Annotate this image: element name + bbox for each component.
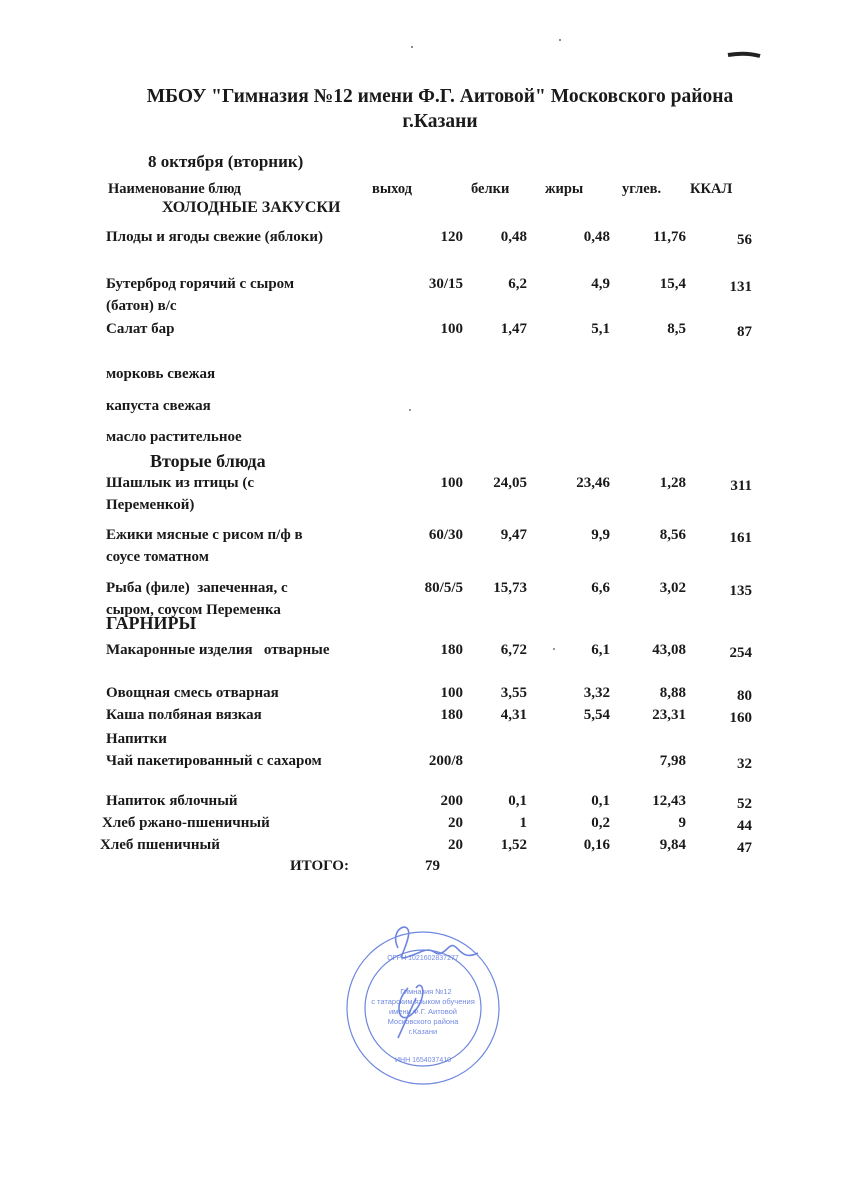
dish-name: Бутерброд горячий с сыром (батон) в/с <box>106 276 295 314</box>
protein-value: 0,48 <box>500 229 527 245</box>
column-header-name: Наименование блюд <box>108 181 241 197</box>
column-header-carbs: углев. <box>622 181 662 197</box>
column-header-kcal: ККАЛ <box>690 181 733 197</box>
protein-value: 4,31 <box>500 707 527 723</box>
dish-name: Напиток яблочный <box>106 793 238 809</box>
dish-name: Хлеб ржано-пшеничный <box>102 815 270 831</box>
yield-value: 200 <box>440 793 463 809</box>
carbs-value: 8,5 <box>667 321 686 337</box>
yield-value: 60/30 <box>428 527 463 543</box>
fat-value: 5,1 <box>591 321 610 337</box>
protein-value: 6,2 <box>508 276 527 292</box>
kcal-value: 44 <box>737 818 752 834</box>
carbs-value: 12,43 <box>652 793 686 809</box>
carbs-value: 8,56 <box>659 527 686 543</box>
yield-value: 30/15 <box>428 276 463 292</box>
kcal-value: 52 <box>737 796 752 812</box>
carbs-value: 3,02 <box>659 580 686 596</box>
kcal-value: 135 <box>729 583 752 599</box>
carbs-value: 43,08 <box>652 642 686 658</box>
carbs-value: 9 <box>678 815 686 831</box>
total-value: 79 <box>425 858 440 874</box>
dish-name: морковь свежая <box>106 366 216 382</box>
protein-value: 1,52 <box>500 837 527 853</box>
dish-name: Рыба (филе) запеченная, с сыром, соусом Переменка <box>106 580 288 618</box>
yield-value: 20 <box>448 837 463 853</box>
carbs-value: 23,31 <box>652 707 686 723</box>
yield-value: 180 <box>440 642 463 658</box>
fat-value: 9,9 <box>591 527 610 543</box>
dish-name: Чай пакетированный с сахаром <box>106 753 322 769</box>
yield-value: 80/5/5 <box>424 580 463 596</box>
fat-value: 4,9 <box>591 276 610 292</box>
dish-name: Салат бар <box>106 321 175 337</box>
dish-name: Каша полбяная вязкая <box>106 707 262 723</box>
fat-value: 0,1 <box>591 793 610 809</box>
official-stamp-with-signature <box>338 918 508 1088</box>
dish-name: масло растительное <box>106 429 242 445</box>
dish-name: капуста свежая <box>106 398 211 414</box>
dish-name: Макаронные изделия отварные <box>106 642 330 658</box>
carbs-value: 9,84 <box>659 837 686 853</box>
yield-value: 100 <box>440 321 463 337</box>
svg-text:Московского района: Московского района <box>387 1017 459 1026</box>
dish-name: Ежики мясные с рисом п/ф в соусе томатном <box>106 527 303 565</box>
fat-value: 5,54 <box>583 707 610 723</box>
section-heading: ХОЛОДНЫЕ ЗАКУСКИ <box>162 199 341 216</box>
protein-value: 9,47 <box>500 527 527 543</box>
kcal-value: 160 <box>729 710 752 726</box>
carbs-value: 15,4 <box>659 276 686 292</box>
protein-value: 0,1 <box>508 793 527 809</box>
dish-name: Овощная смесь отварная <box>106 685 279 701</box>
yield-value: 100 <box>440 475 463 491</box>
dish-name: Плоды и ягоды свежие (яблоки) <box>106 229 324 245</box>
dish-name: Хлеб пшеничный <box>100 837 220 853</box>
yield-value: 120 <box>440 229 463 245</box>
fat-value: 6,1 <box>591 642 610 658</box>
carbs-value: 8,88 <box>659 685 686 701</box>
protein-value: 3,55 <box>500 685 527 701</box>
dish-name: Шашлык из птицы (с Переменкой) <box>106 475 254 513</box>
carbs-value: 1,28 <box>659 475 686 491</box>
kcal-value: 32 <box>737 756 752 772</box>
svg-text:г.Казани: г.Казани <box>408 1027 438 1036</box>
kcal-value: 131 <box>729 279 752 295</box>
kcal-value: 47 <box>737 840 752 856</box>
kcal-value: 254 <box>729 645 752 661</box>
section-heading: Вторые блюда <box>150 451 266 471</box>
document-title-line1: МБОУ "Гимназия №12 имени Ф.Г. Аитовой" Московского района <box>146 86 734 107</box>
column-header-protein: белки <box>471 181 510 197</box>
svg-text:ИНН 1654037410: ИНН 1654037410 <box>394 1057 452 1064</box>
yield-value: 200/8 <box>428 753 463 769</box>
protein-value: 1,47 <box>500 321 527 337</box>
kcal-value: 87 <box>737 324 752 340</box>
kcal-value: 161 <box>729 530 752 546</box>
yield-value: 20 <box>448 815 463 831</box>
column-header-fat: жиры <box>545 181 584 197</box>
fat-value: 0,2 <box>591 815 610 831</box>
section-heading: ГАРНИРЫ <box>106 613 197 633</box>
yield-value: 180 <box>440 707 463 723</box>
kcal-value: 80 <box>737 688 752 704</box>
protein-value: 15,73 <box>493 580 527 596</box>
yield-value: 100 <box>440 685 463 701</box>
fat-value: 0,16 <box>583 837 610 853</box>
document-title-line2: г.Казани <box>402 111 478 132</box>
svg-text:Гимназия №12: Гимназия №12 <box>400 987 452 996</box>
protein-value: 24,05 <box>493 475 527 491</box>
protein-value: 6,72 <box>500 642 527 658</box>
fat-value: 0,48 <box>583 229 610 245</box>
kcal-value: 56 <box>737 232 752 248</box>
column-header-yield: выход <box>372 181 413 197</box>
fat-value: 6,6 <box>591 580 610 596</box>
carbs-value: 7,98 <box>659 753 686 769</box>
total-label: ИТОГО: <box>290 858 349 874</box>
svg-text:с татарским языком обучения: с татарским языком обучения <box>371 997 475 1006</box>
fat-value: 3,32 <box>583 685 610 701</box>
fat-value: 23,46 <box>576 475 610 491</box>
menu-date: 8 октября (вторник) <box>148 152 304 171</box>
kcal-value: 311 <box>730 478 752 494</box>
svg-text:ОГРН 1021602837277: ОГРН 1021602837277 <box>387 955 459 962</box>
carbs-value: 11,76 <box>653 229 686 245</box>
protein-value: 1 <box>519 815 527 831</box>
section-heading: Напитки <box>106 731 167 747</box>
svg-text:имени Ф.Г. Аитовой: имени Ф.Г. Аитовой <box>388 1007 458 1016</box>
